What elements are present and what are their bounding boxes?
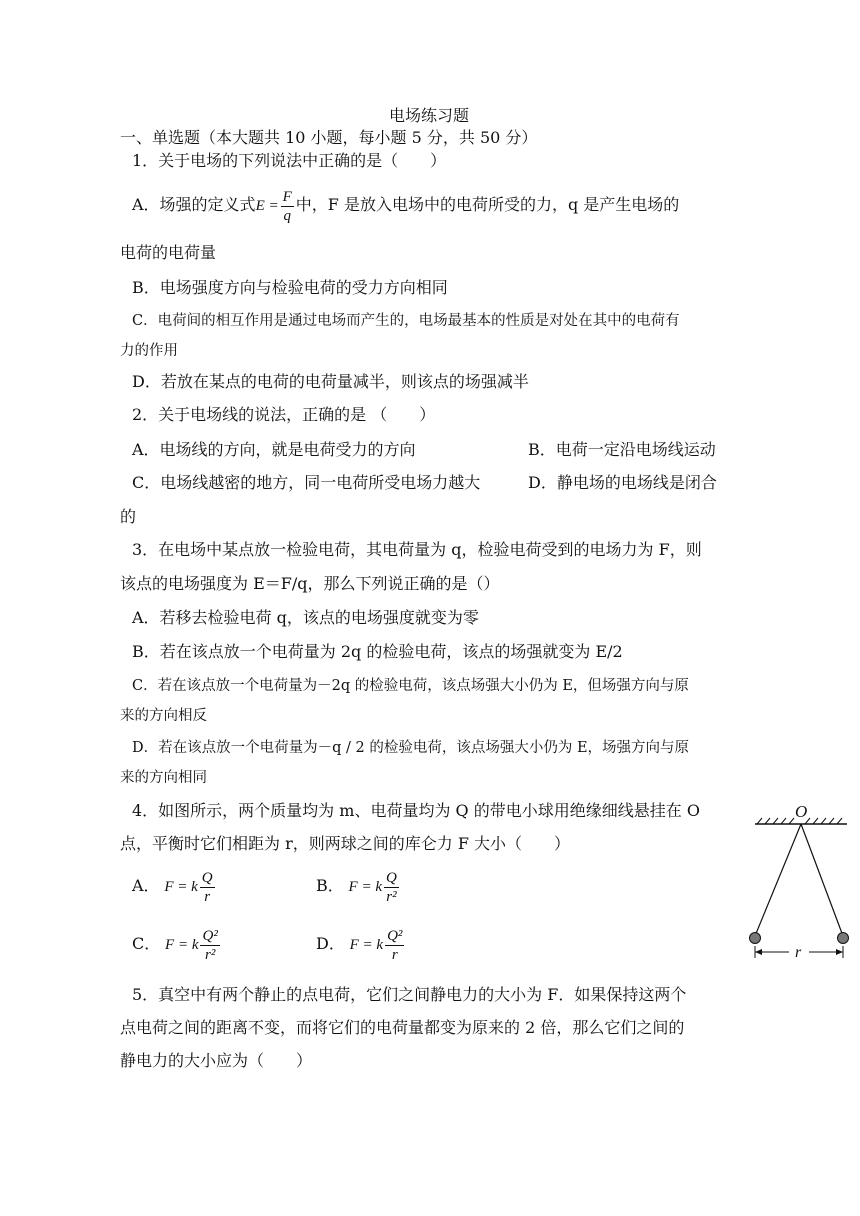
q1-option-c-line2: 力的作用 (120, 343, 178, 359)
q5-line2: 点电荷之间的距离不变，而将它们的电荷量都变为原来的 2 倍，那么它们之间的 (120, 1018, 685, 1037)
arrowhead-right (836, 949, 843, 955)
q1-option-a (132, 185, 679, 226)
q5-line1: 5．真空中有两个静止的点电荷，它们之间静电力的大小为 F．如果保持这两个 (132, 985, 687, 1004)
q1-a-suffix: 中，F 是放入电场中的电荷所受的力，q 是产生电场的 (295, 195, 680, 214)
distance-label: r (795, 944, 802, 961)
pivot-label: O (795, 802, 808, 821)
q1-option-b: B．电场强度方向与检验电荷的受力方向相同 (132, 278, 448, 297)
q2-option-d-line2: 的 (120, 507, 137, 526)
formula-denominator: r² (204, 946, 216, 963)
formula-numerator: Q (386, 869, 397, 886)
option-label: A． (132, 876, 160, 895)
q4-option-a (132, 866, 217, 907)
formula-lhs: F = k (348, 879, 382, 895)
q2-option-b: B．电荷一定沿电场线运动 (528, 440, 716, 459)
q1-a-formula (255, 189, 296, 225)
formula-denominator: r (391, 946, 398, 963)
q2-option-d-line1: D．静电场的电场线是闭合 (528, 473, 717, 492)
q3-option-d-line1: D．若在该点放一个电荷量为－q / 2 的检验电荷，该点场强大小仍为 E，场强方向与原 (132, 740, 690, 756)
q4-option-b (316, 866, 401, 907)
page-title: 电场练习题 (389, 106, 470, 125)
formula-numerator: Q² (387, 927, 403, 944)
option-label: B． (316, 876, 344, 895)
arrowhead-left (755, 949, 762, 955)
q1-option-a-line2: 电荷的电荷量 (120, 243, 217, 262)
q4-option-d (316, 924, 406, 965)
left-thread (755, 824, 801, 936)
q4-stem-line1: 4．如图所示，两个质量均为 m、电荷量均为 Q 的带电小球用绝缘细线悬挂在 O (132, 801, 700, 820)
formula-denominator: q (283, 208, 291, 225)
q3-option-c-line2: 来的方向相反 (120, 708, 207, 724)
formula-denominator: r (204, 888, 211, 905)
q3-stem-line1: 3．在电场中某点放一检验电荷，其电荷量为 q，检验电荷受到的电场力为 F，则 (132, 540, 702, 559)
right-ball (838, 933, 849, 944)
formula-numerator: F (282, 189, 292, 206)
q1-stem: 1．关于电场的下列说法中正确的是（ ） (132, 151, 447, 170)
q5-line3: 静电力的大小应为（ ） (120, 1051, 313, 1070)
q3-option-b: B．若在该点放一个电荷量为 2q 的检验电荷，该点的场强就变为 E/2 (132, 642, 623, 661)
q1-option-d: D．若放在某点的电荷的电荷量减半，则该点的场强减半 (132, 372, 529, 391)
formula-denominator: r² (386, 888, 397, 905)
section-heading: 一、单选题（本大题共 10 小题，每小题 5 分，共 50 分） (120, 128, 538, 147)
q1-option-c-line1: C．电荷间的相互作用是通过电场而产生的，电场最基本的性质是对处在其中的电荷有 (132, 313, 680, 329)
option-label: D． (316, 934, 345, 953)
formula-lhs: E = (255, 198, 279, 214)
formula-lhs: F = k (164, 879, 198, 895)
option-label: C． (132, 934, 161, 953)
q3-option-d-line2: 来的方向相同 (120, 770, 207, 786)
q4-stem-line2: 点，平衡时它们相距为 r，则两球之间的库仑力 F 大小（ ） (120, 834, 571, 853)
q2-option-a: A．电场线的方向，就是电荷受力的方向 (132, 440, 416, 459)
pendulum-figure (745, 798, 855, 968)
q2-option-c: C．电场线越密的地方，同一电荷所受电场力越大 (132, 473, 481, 492)
q4-option-c (132, 924, 222, 965)
formula-numerator: Q² (202, 927, 218, 944)
right-thread (801, 824, 843, 936)
formula-lhs: F = k (165, 937, 199, 953)
formula-lhs: F = k (349, 937, 384, 953)
q3-option-a: A．若移去检验电荷 q，该点的电场强度就变为零 (132, 608, 479, 627)
q1-a-prefix: A．场强的定义式 (132, 195, 256, 214)
formula-numerator: Q (201, 869, 213, 886)
left-ball (750, 933, 761, 944)
q3-option-c-line1: C．若在该点放一个电荷量为－2q 的检验电荷，该点场强大小仍为 E，但场强方向与原 (132, 678, 689, 694)
q2-stem: 2．关于电场线的说法，正确的是 （ ） (132, 405, 436, 424)
q3-stem-line2: 该点的电场强度为 E＝F/q，那么下列说正确的是（） (120, 574, 500, 593)
